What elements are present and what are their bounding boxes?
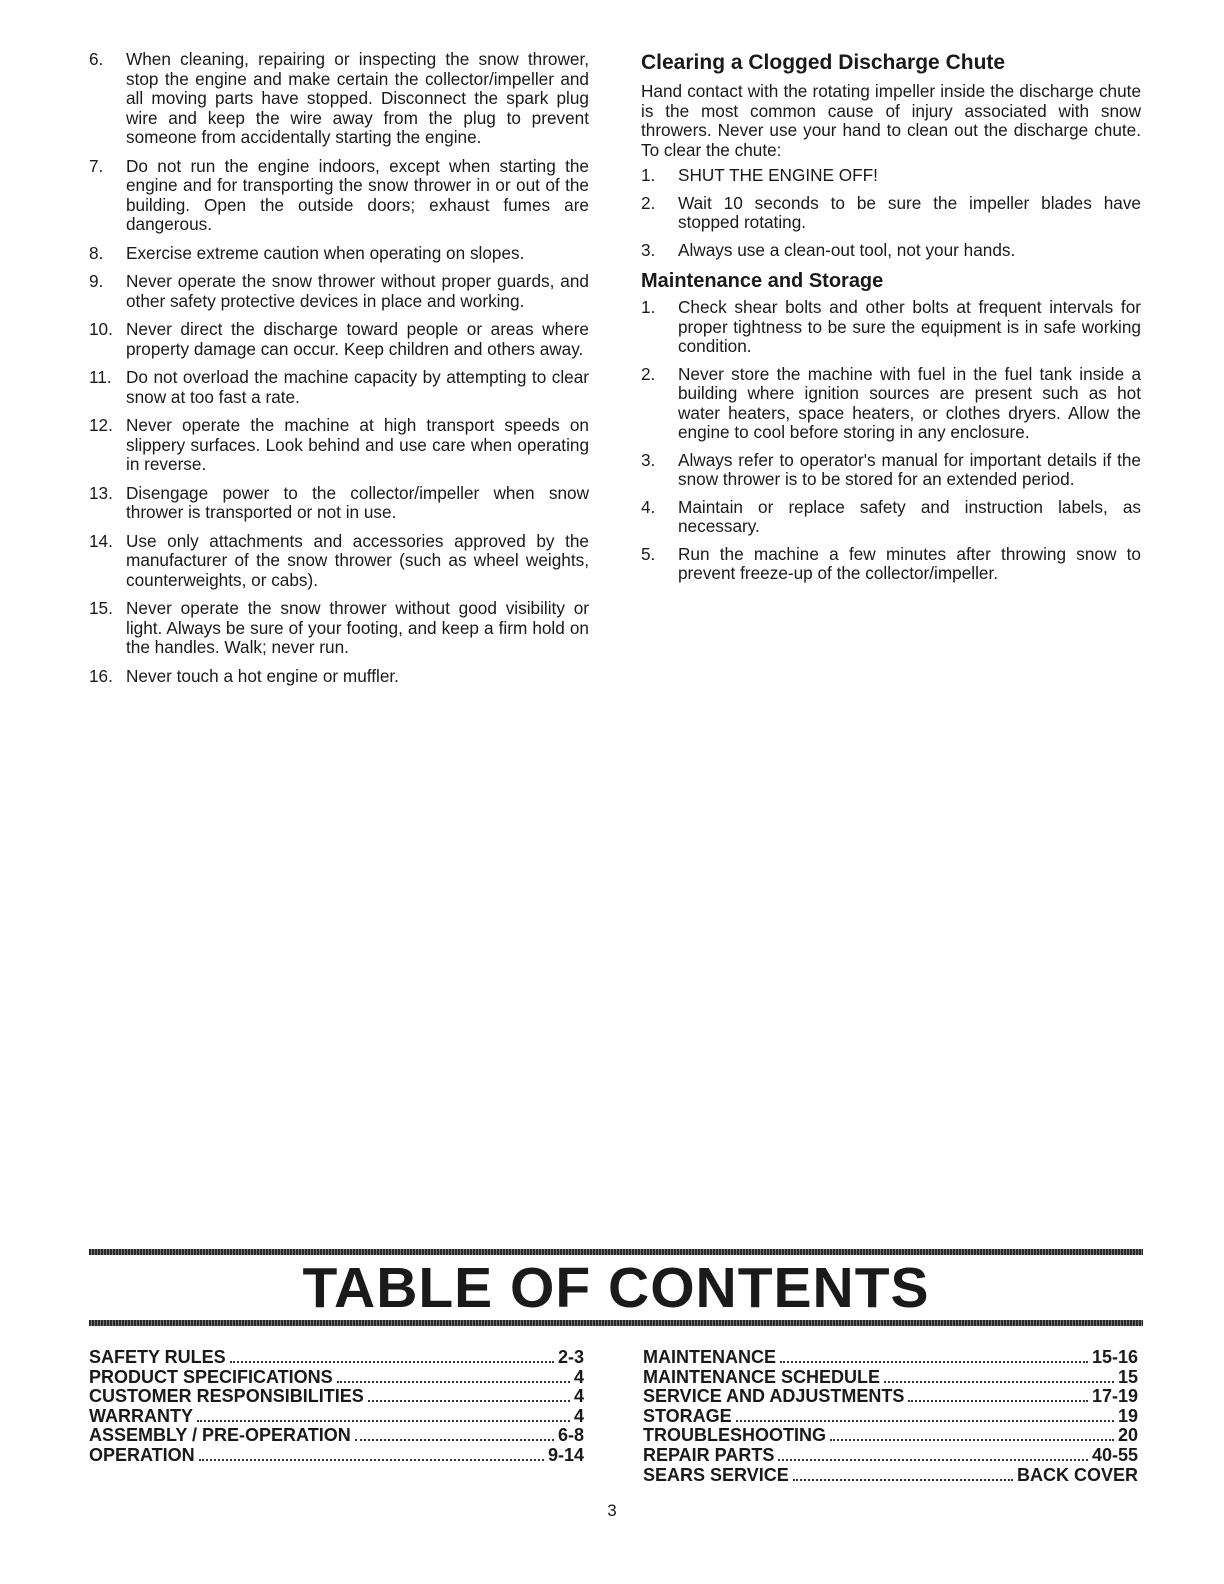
toc-entry-page: 20 [1117,1425,1138,1446]
safety-rules-column [89,50,589,695]
toc-entry-label: TROUBLESHOOTING [643,1425,826,1446]
chute-steps-list [641,166,1141,260]
list-item [641,298,1141,357]
item-text: Always refer to operator's manual for important details if the snow thrower is to be stored for an extended period. [678,449,1141,489]
list-item [641,451,1141,490]
toc-leader-dots [368,1400,570,1402]
item-text: Never operate the machine at high transport speeds on slippery surfaces. Look behind and use care when operating in reverse. [126,415,589,474]
toc-entry[interactable] [643,1426,1138,1446]
toc-entry-label: SEARS SERVICE [643,1464,789,1485]
item-text: Do not overload the machine capacity by attempting to clear snow at too fast a rate. [126,367,589,407]
toc-entry-label: MAINTENANCE SCHEDULE [643,1366,881,1387]
list-item [89,484,589,523]
toc-entry-page: BACK COVER [1016,1464,1138,1485]
toc-entry-page: 9-14 [547,1444,584,1465]
toc-entry[interactable] [89,1426,584,1446]
list-item [641,498,1141,537]
item-number: 16. [89,665,113,686]
toc-leader-dots [778,1459,1088,1461]
toc-entry[interactable] [643,1407,1138,1427]
toc-entry[interactable] [89,1446,584,1466]
item-text: Maintain or replace safety and instruction labels, as necessary. [678,496,1141,536]
item-text: Never direct the discharge toward people or areas where property damage can occur. Keep children and others away. [126,319,589,359]
toc-entry-label: CUSTOMER RESPONSIBILITIES [89,1386,364,1407]
toc-leader-dots [780,1361,1088,1363]
toc-entry-page: 4 [573,1366,584,1387]
toc-entry-page: 15-16 [1091,1347,1138,1367]
list-item [641,545,1141,584]
toc-leader-dots [830,1439,1114,1441]
list-item [89,272,589,311]
toc-entry-label: SERVICE AND ADJUSTMENTS [643,1386,905,1407]
item-number: 14. [89,530,113,551]
item-text: Wait 10 seconds to be sure the impeller blades have stopped rotating. [678,192,1141,232]
list-item [89,416,589,475]
item-number: 11. [89,367,112,387]
item-number: 6. [89,49,104,69]
item-text: Run the machine a few minutes after throwing snow to prevent freeze-up of the collector/impeller. [678,543,1141,583]
chute-and-maintenance-column [641,50,1141,592]
item-number: 3. [641,239,656,260]
list-item [89,244,589,264]
maintenance-list [641,298,1141,584]
list-item [641,194,1141,233]
toc-entry-page: 19 [1117,1405,1138,1426]
safety-rules-list [89,50,589,686]
toc-entry[interactable] [643,1348,1138,1368]
item-text: SHUT THE ENGINE OFF! [678,165,878,185]
list-item [641,365,1141,443]
item-text: Never store the machine with fuel in the fuel tank inside a building where ignition sources are present such as hot water heaters, space heaters, or clothes dryers. Allow the engine to cool before storing in any enclosure. [678,363,1141,442]
item-number: 2. [641,363,656,384]
item-number: 15. [89,598,113,618]
item-number: 2. [641,192,656,213]
item-text: Do not run the engine indoors, except when starting the engine and for transporting the snow thrower in or out of the building. Open the outside doors; exhaust fumes are dangerous. [126,155,589,234]
toc-entry-label: REPAIR PARTS [643,1444,775,1465]
toc-leader-dots [884,1381,1114,1383]
toc-leader-dots [355,1439,554,1441]
toc-leader-dots [908,1400,1088,1402]
item-number: 13. [89,482,113,503]
chute-heading: Clearing a Clogged Discharge Chute [641,51,1006,74]
toc-leader-dots [793,1479,1013,1481]
toc-entry-page: 40-55 [1091,1444,1138,1465]
item-number: 9. [89,271,104,291]
item-text: Never operate the snow thrower without good visibility or light. Always be sure of your footing, and keep a firm hold on the handles. Walk; never run. [126,598,589,657]
toc-entry-label: PRODUCT SPECIFICATIONS [89,1366,333,1387]
toc-entry-page: 17-19 [1091,1386,1138,1407]
item-number: 8. [89,242,104,263]
item-text: Always use a clean-out tool, not your hands. [678,239,1016,260]
item-number: 7. [89,155,104,176]
toc-entry[interactable] [89,1387,584,1407]
toc-entry[interactable] [643,1466,1138,1486]
item-text: Exercise extreme caution when operating on slopes. [126,242,525,263]
item-text: Never operate the snow thrower without proper guards, and other safety protective devices in place and working. [126,271,589,311]
page-number: 3 [607,1501,617,1520]
item-number: 1. [641,297,656,317]
toc-entry-page: 15 [1117,1366,1138,1387]
toc-entry-label: OPERATION [89,1444,195,1465]
toc-entry-page: 2-3 [557,1347,584,1367]
toc-leader-dots [337,1381,570,1383]
list-item [89,50,589,148]
list-item [641,166,1141,186]
toc-leader-dots [199,1459,544,1461]
toc-entry-label: MAINTENANCE [643,1347,776,1367]
list-item [89,157,589,235]
toc-entry[interactable] [643,1446,1138,1466]
toc-entry-label: SAFETY RULES [89,1347,226,1367]
toc-entry-label: WARRANTY [89,1405,193,1426]
toc-entry[interactable] [89,1348,584,1368]
list-item [89,368,589,407]
item-text: Disengage power to the collector/impeller when snow thrower is transported or not in use. [126,482,589,522]
toc-entry[interactable] [89,1407,584,1427]
toc-leader-dots [230,1361,554,1363]
item-text: When cleaning, repairing or inspecting the snow thrower, stop the engine and make certain the collector/impeller and all moving parts have stopped. Disconnect the spark plug wire and keep the wire away from the plug to prevent someone from accidentally starting the engine. [126,49,589,147]
toc-entry-label: STORAGE [643,1405,732,1426]
toc-entry[interactable] [643,1387,1138,1407]
maintenance-heading: Maintenance and Storage [641,270,884,292]
list-item [89,532,589,591]
item-text: Check shear bolts and other bolts at frequent intervals for proper tightness to be sure the equipment is in safe working condition. [678,297,1141,356]
toc-leader-dots [197,1420,570,1422]
toc-entry[interactable] [643,1368,1138,1388]
list-item [89,320,589,359]
toc-title: TABLE OF CONTENTS [302,1256,930,1320]
item-number: 3. [641,449,656,470]
toc-entry-page: 6-8 [557,1425,584,1446]
toc-entry-label: ASSEMBLY / PRE-OPERATION [89,1425,351,1446]
item-number: 10. [89,319,113,339]
item-text: Use only attachments and accessories approved by the manufacturer of the snow thrower (such as wheel weights, counterweights, or cabs). [126,530,589,590]
toc-left-column [89,1348,584,1466]
toc-bottom-rule [89,1320,1143,1326]
list-item [641,241,1141,261]
toc-leader-dots [736,1420,1114,1422]
toc-entry-page: 4 [573,1405,584,1426]
item-number: 1. [641,165,656,185]
toc-entry-page: 4 [573,1386,584,1407]
item-text: Never touch a hot engine or muffler. [126,665,399,686]
list-item [89,599,589,658]
toc-right-column [643,1348,1138,1485]
item-number: 12. [89,415,113,435]
item-number: 5. [641,543,656,564]
list-item [89,667,589,687]
toc-entry[interactable] [89,1368,584,1388]
item-number: 4. [641,496,656,517]
chute-intro: Hand contact with the rotating impeller inside the discharge chute is the most common cause of injury associated with snow throwers. Never use your hand to clean out the discharge chute. To clear the chute: [641,81,1141,160]
